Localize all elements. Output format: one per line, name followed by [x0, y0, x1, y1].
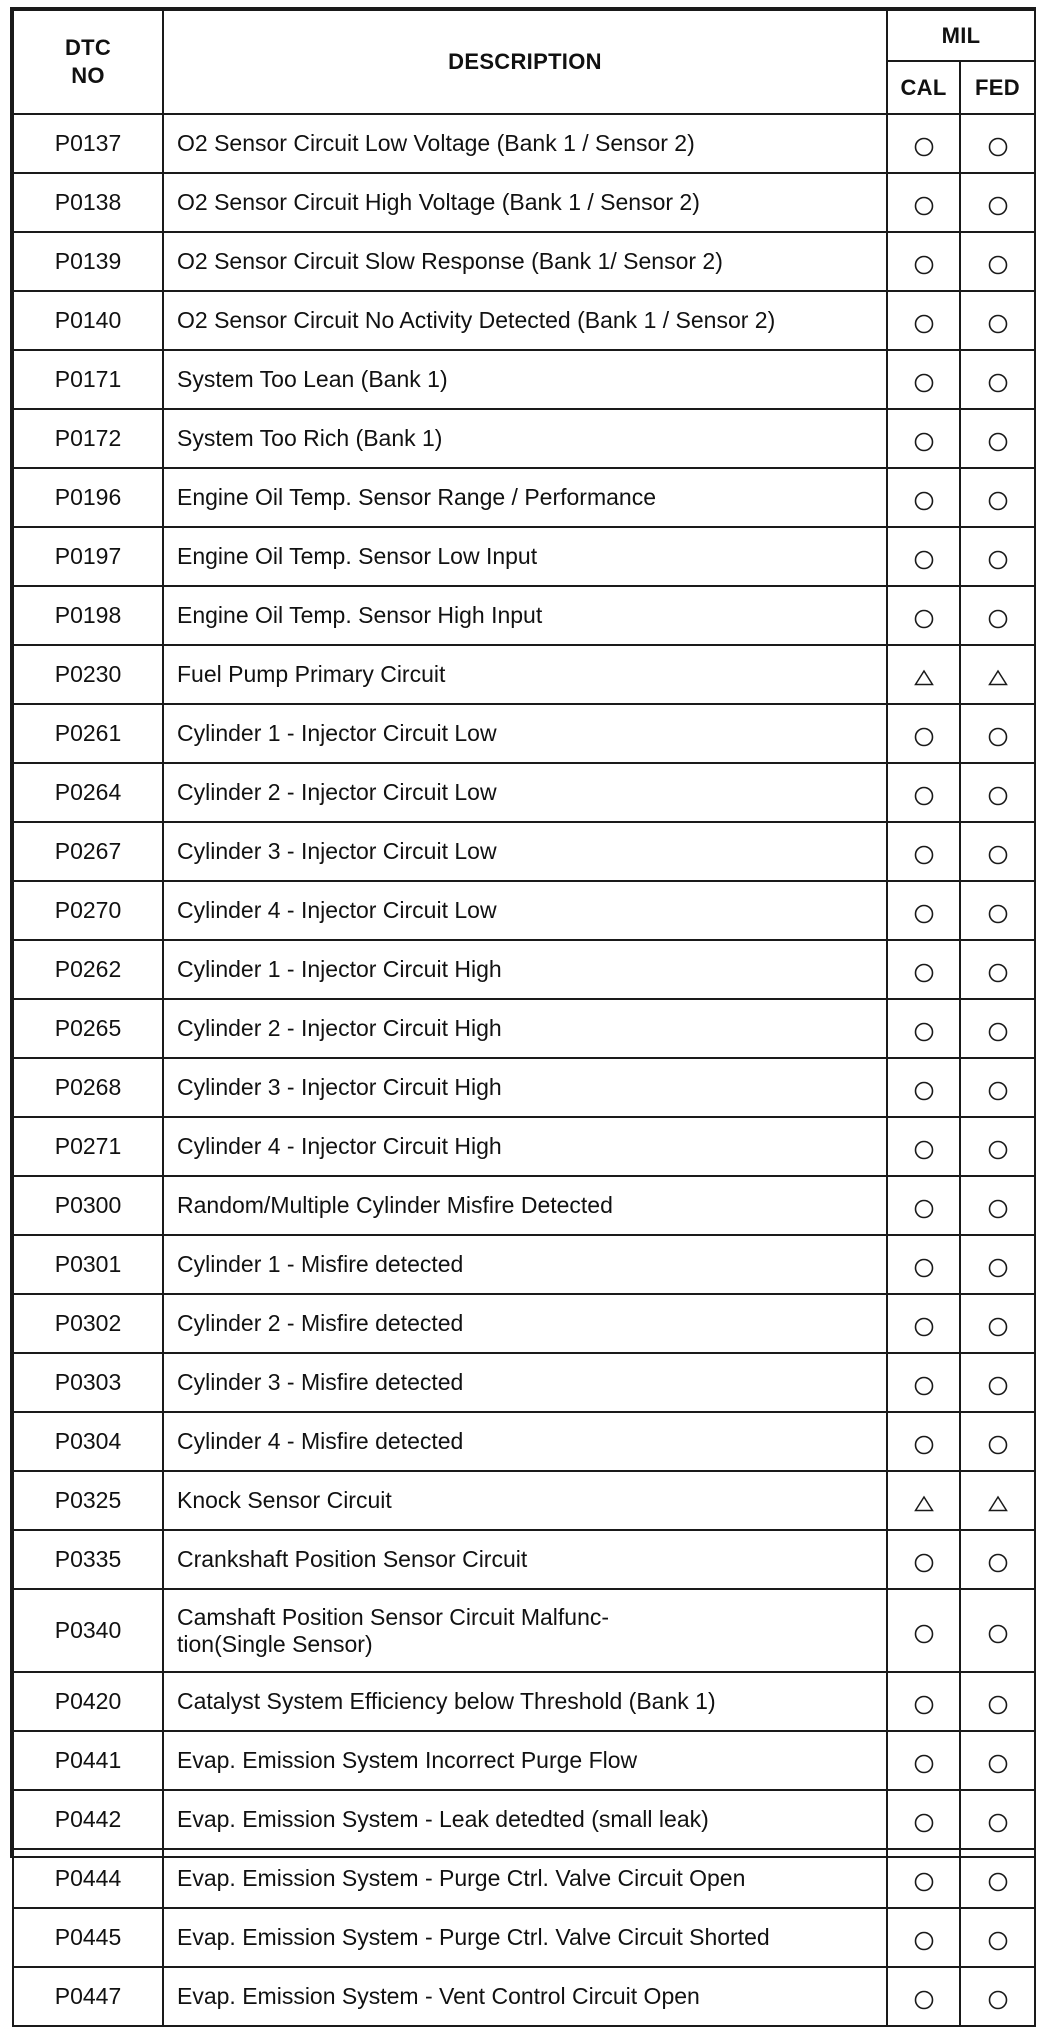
cal-mil-cell — [887, 881, 960, 940]
dtc-description: Evap. Emission System - Purge Ctrl. Valve Circuit Open — [163, 1849, 887, 1908]
fed-mil-cell — [960, 291, 1035, 350]
circle-icon — [986, 1929, 1010, 1953]
dtc-code: P0198 — [13, 586, 163, 645]
fed-mil-cell — [960, 1058, 1035, 1117]
circle-icon — [986, 843, 1010, 867]
cal-mil-cell — [887, 1471, 960, 1530]
table-row — [13, 763, 1035, 822]
cal-mil-cell — [887, 940, 960, 999]
cal-mil-cell — [887, 1908, 960, 1967]
fed-mil-cell — [960, 1967, 1035, 2026]
circle-icon — [912, 1197, 936, 1221]
dtc-code: P0267 — [13, 822, 163, 881]
circle-icon — [912, 1811, 936, 1835]
circle-icon — [912, 1433, 936, 1457]
cal-mil-cell — [887, 114, 960, 173]
dtc-code: P0137 — [13, 114, 163, 173]
dtc-code: P0444 — [13, 1849, 163, 1908]
cal-mil-cell — [887, 232, 960, 291]
cal-mil-cell — [887, 822, 960, 881]
dtc-description: Cylinder 3 - Misfire detected — [163, 1353, 887, 1412]
circle-icon — [912, 902, 936, 926]
fed-mil-cell — [960, 881, 1035, 940]
circle-icon — [912, 1374, 936, 1398]
fed-header: FED — [960, 61, 1035, 114]
cal-mil-cell — [887, 704, 960, 763]
dtc-description: O2 Sensor Circuit No Activity Detected (Bank 1 / Sensor 2) — [163, 291, 887, 350]
fed-mil-cell — [960, 468, 1035, 527]
cal-mil-cell — [887, 1589, 960, 1672]
table-row — [13, 527, 1035, 586]
dtc-code: P0301 — [13, 1235, 163, 1294]
fed-mil-cell — [960, 1589, 1035, 1672]
table-row — [13, 1353, 1035, 1412]
cal-mil-cell — [887, 1731, 960, 1790]
circle-icon — [912, 371, 936, 395]
cal-mil-cell — [887, 645, 960, 704]
triangle-icon — [912, 1492, 936, 1516]
dtc-no-header — [13, 10, 163, 114]
fed-mil-cell — [960, 1176, 1035, 1235]
dtc-description: Evap. Emission System - Purge Ctrl. Valve Circuit Shorted — [163, 1908, 887, 1967]
circle-icon — [986, 489, 1010, 513]
circle-icon — [986, 1752, 1010, 1776]
circle-icon — [912, 1315, 936, 1339]
table-row — [13, 1412, 1035, 1471]
table-row — [13, 645, 1035, 704]
fed-mil-cell — [960, 1790, 1035, 1849]
dtc-code: P0335 — [13, 1530, 163, 1589]
dtc-code: P0447 — [13, 1967, 163, 2026]
fed-mil-cell — [960, 173, 1035, 232]
dtc-description: Cylinder 2 - Injector Circuit Low — [163, 763, 887, 822]
cal-mil-cell — [887, 350, 960, 409]
circle-icon — [986, 1079, 1010, 1103]
cal-mil-cell — [887, 1294, 960, 1353]
dtc-code: P0445 — [13, 1908, 163, 1967]
dtc-code: P0303 — [13, 1353, 163, 1412]
circle-icon — [912, 725, 936, 749]
fed-mil-cell — [960, 763, 1035, 822]
cal-mil-cell — [887, 291, 960, 350]
dtc-description: Cylinder 4 - Misfire detected — [163, 1412, 887, 1471]
dtc-code: P0442 — [13, 1790, 163, 1849]
table-header — [13, 10, 1035, 114]
dtc-description: Engine Oil Temp. Sensor Range / Performance — [163, 468, 887, 527]
table-row — [13, 1967, 1035, 2026]
circle-icon — [912, 312, 936, 336]
circle-icon — [986, 1551, 1010, 1575]
dtc-code: P0420 — [13, 1672, 163, 1731]
fed-mil-cell — [960, 645, 1035, 704]
table-row — [13, 704, 1035, 763]
circle-icon — [912, 1870, 936, 1894]
table-row — [13, 1294, 1035, 1353]
fed-mil-cell — [960, 1672, 1035, 1731]
fed-mil-cell — [960, 704, 1035, 763]
circle-icon — [912, 1752, 936, 1776]
table-row — [13, 1908, 1035, 1967]
circle-icon — [912, 1988, 936, 2012]
dtc-description: O2 Sensor Circuit High Voltage (Bank 1 / Sensor 2) — [163, 173, 887, 232]
circle-icon — [986, 1374, 1010, 1398]
circle-icon — [912, 1693, 936, 1717]
circle-icon — [986, 1811, 1010, 1835]
dtc-description: O2 Sensor Circuit Slow Response (Bank 1/ Sensor 2) — [163, 232, 887, 291]
table-row — [13, 1589, 1035, 1672]
dtc-code: P0196 — [13, 468, 163, 527]
triangle-icon — [912, 666, 936, 690]
table-body — [13, 114, 1035, 2026]
circle-icon — [986, 1433, 1010, 1457]
dtc-code: P0268 — [13, 1058, 163, 1117]
dtc-table — [12, 9, 1036, 2027]
cal-mil-cell — [887, 1790, 960, 1849]
dtc-description — [163, 1589, 887, 1672]
cal-mil-cell — [887, 1117, 960, 1176]
dtc-code: P0304 — [13, 1412, 163, 1471]
circle-icon — [912, 430, 936, 454]
cal-mil-cell — [887, 1235, 960, 1294]
circle-icon — [912, 253, 936, 277]
table-row — [13, 1471, 1035, 1530]
dtc-description: Cylinder 2 - Misfire detected — [163, 1294, 887, 1353]
table-row — [13, 468, 1035, 527]
dtc-code: P0271 — [13, 1117, 163, 1176]
circle-icon — [986, 961, 1010, 985]
dtc-header-line2: NO — [71, 63, 105, 88]
circle-icon — [986, 253, 1010, 277]
dtc-code: P0265 — [13, 999, 163, 1058]
fed-mil-cell — [960, 350, 1035, 409]
table-row — [13, 1849, 1035, 1908]
fed-mil-cell — [960, 822, 1035, 881]
dtc-description: Engine Oil Temp. Sensor Low Input — [163, 527, 887, 586]
dtc-description: Cylinder 4 - Injector Circuit High — [163, 1117, 887, 1176]
dtc-code: P0197 — [13, 527, 163, 586]
dtc-description: Crankshaft Position Sensor Circuit — [163, 1530, 887, 1589]
dtc-description-line1: Camshaft Position Sensor Circuit Malfunc- — [177, 1603, 610, 1630]
circle-icon — [986, 1256, 1010, 1280]
circle-icon — [986, 1138, 1010, 1162]
circle-icon — [986, 371, 1010, 395]
dtc-description: Evap. Emission System Incorrect Purge Flow — [163, 1731, 887, 1790]
mil-header: MIL — [887, 10, 1035, 61]
cal-mil-cell — [887, 763, 960, 822]
dtc-code: P0264 — [13, 763, 163, 822]
fed-mil-cell — [960, 1412, 1035, 1471]
circle-icon — [912, 1138, 936, 1162]
circle-icon — [912, 1622, 936, 1646]
circle-icon — [912, 135, 936, 159]
circle-icon — [986, 1020, 1010, 1044]
circle-icon — [986, 1988, 1010, 2012]
cal-mil-cell — [887, 1967, 960, 2026]
circle-icon — [986, 902, 1010, 926]
dtc-description: Engine Oil Temp. Sensor High Input — [163, 586, 887, 645]
table-row — [13, 881, 1035, 940]
table-row — [13, 232, 1035, 291]
circle-icon — [986, 1870, 1010, 1894]
cal-mil-cell — [887, 1672, 960, 1731]
fed-mil-cell — [960, 527, 1035, 586]
triangle-icon — [986, 1492, 1010, 1516]
circle-icon — [912, 843, 936, 867]
dtc-description: Evap. Emission System - Vent Control Circuit Open — [163, 1967, 887, 2026]
circle-icon — [986, 784, 1010, 808]
dtc-description: System Too Lean (Bank 1) — [163, 350, 887, 409]
dtc-code: P0139 — [13, 232, 163, 291]
dtc-code: P0302 — [13, 1294, 163, 1353]
table-row — [13, 1530, 1035, 1589]
cal-mil-cell — [887, 1058, 960, 1117]
circle-icon — [912, 607, 936, 631]
cal-mil-cell — [887, 1849, 960, 1908]
table-row — [13, 1176, 1035, 1235]
cal-mil-cell — [887, 1530, 960, 1589]
circle-icon — [912, 548, 936, 572]
table-row — [13, 586, 1035, 645]
dtc-description: Cylinder 1 - Injector Circuit High — [163, 940, 887, 999]
table-row — [13, 1731, 1035, 1790]
circle-icon — [912, 489, 936, 513]
cal-mil-cell — [887, 468, 960, 527]
cal-header: CAL — [887, 61, 960, 114]
circle-icon — [912, 961, 936, 985]
table-row — [13, 1058, 1035, 1117]
dtc-code: P0230 — [13, 645, 163, 704]
table-row — [13, 1235, 1035, 1294]
description-header: DESCRIPTION — [163, 10, 887, 114]
dtc-code: P0261 — [13, 704, 163, 763]
dtc-description: Cylinder 1 - Misfire detected — [163, 1235, 887, 1294]
circle-icon — [986, 194, 1010, 218]
circle-icon — [986, 312, 1010, 336]
circle-icon — [912, 1079, 936, 1103]
circle-icon — [986, 725, 1010, 749]
dtc-code: P0340 — [13, 1589, 163, 1672]
circle-icon — [986, 1622, 1010, 1646]
fed-mil-cell — [960, 999, 1035, 1058]
cal-mil-cell — [887, 1353, 960, 1412]
circle-icon — [986, 1693, 1010, 1717]
circle-icon — [986, 135, 1010, 159]
circle-icon — [912, 1256, 936, 1280]
fed-mil-cell — [960, 1117, 1035, 1176]
dtc-description: Cylinder 1 - Injector Circuit Low — [163, 704, 887, 763]
table-row — [13, 409, 1035, 468]
table-row — [13, 999, 1035, 1058]
dtc-description: System Too Rich (Bank 1) — [163, 409, 887, 468]
table-row — [13, 1117, 1035, 1176]
circle-icon — [986, 548, 1010, 572]
dtc-code: P0138 — [13, 173, 163, 232]
fed-mil-cell — [960, 1731, 1035, 1790]
fed-mil-cell — [960, 1908, 1035, 1967]
table-row — [13, 350, 1035, 409]
dtc-description: Knock Sensor Circuit — [163, 1471, 887, 1530]
table-row — [13, 173, 1035, 232]
cal-mil-cell — [887, 1412, 960, 1471]
dtc-code: P0441 — [13, 1731, 163, 1790]
circle-icon — [912, 194, 936, 218]
cal-mil-cell — [887, 173, 960, 232]
dtc-code: P0171 — [13, 350, 163, 409]
table-row — [13, 1790, 1035, 1849]
dtc-description: Cylinder 4 - Injector Circuit Low — [163, 881, 887, 940]
dtc-description: Cylinder 3 - Injector Circuit Low — [163, 822, 887, 881]
dtc-description: Fuel Pump Primary Circuit — [163, 645, 887, 704]
circle-icon — [986, 1197, 1010, 1221]
cal-mil-cell — [887, 1176, 960, 1235]
fed-mil-cell — [960, 1530, 1035, 1589]
dtc-document — [10, 7, 1036, 2009]
table-row — [13, 1672, 1035, 1731]
circle-icon — [986, 430, 1010, 454]
dtc-code: P0325 — [13, 1471, 163, 1530]
fed-mil-cell — [960, 232, 1035, 291]
dtc-description: Evap. Emission System - Leak detedted (small leak) — [163, 1790, 887, 1849]
table-row — [13, 114, 1035, 173]
fed-mil-cell — [960, 586, 1035, 645]
circle-icon — [912, 1551, 936, 1575]
dtc-code: P0262 — [13, 940, 163, 999]
table-row — [13, 291, 1035, 350]
dtc-code: P0270 — [13, 881, 163, 940]
dtc-description: O2 Sensor Circuit Low Voltage (Bank 1 / Sensor 2) — [163, 114, 887, 173]
dtc-description: Cylinder 3 - Injector Circuit High — [163, 1058, 887, 1117]
dtc-code: P0140 — [13, 291, 163, 350]
circle-icon — [912, 1929, 936, 1953]
fed-mil-cell — [960, 1849, 1035, 1908]
circle-icon — [986, 607, 1010, 631]
circle-icon — [986, 1315, 1010, 1339]
fed-mil-cell — [960, 1471, 1035, 1530]
circle-icon — [912, 1020, 936, 1044]
fed-mil-cell — [960, 409, 1035, 468]
dtc-header-line1: DTC — [64, 35, 112, 60]
dtc-description-line2: tion(Single Sensor) — [177, 1630, 373, 1657]
cal-mil-cell — [887, 409, 960, 468]
dtc-description: Cylinder 2 - Injector Circuit High — [163, 999, 887, 1058]
triangle-icon — [986, 666, 1010, 690]
cal-mil-cell — [887, 999, 960, 1058]
fed-mil-cell — [960, 1294, 1035, 1353]
fed-mil-cell — [960, 940, 1035, 999]
dtc-description: Random/Multiple Cylinder Misfire Detected — [163, 1176, 887, 1235]
fed-mil-cell — [960, 1235, 1035, 1294]
circle-icon — [912, 784, 936, 808]
dtc-description: Catalyst System Efficiency below Threshold (Bank 1) — [163, 1672, 887, 1731]
dtc-code: P0300 — [13, 1176, 163, 1235]
fed-mil-cell — [960, 1353, 1035, 1412]
cal-mil-cell — [887, 586, 960, 645]
table-row — [13, 822, 1035, 881]
table-row — [13, 940, 1035, 999]
fed-mil-cell — [960, 114, 1035, 173]
dtc-code: P0172 — [13, 409, 163, 468]
cal-mil-cell — [887, 527, 960, 586]
